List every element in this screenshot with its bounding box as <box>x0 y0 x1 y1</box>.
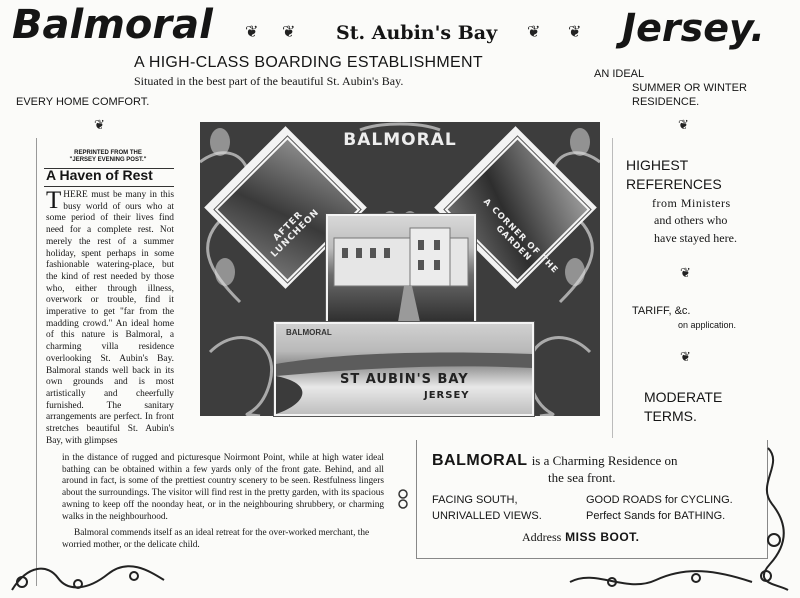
reprint-note <box>48 150 168 164</box>
fleuron-icon: ❦ <box>282 22 296 41</box>
tariff-sub: on application. <box>678 320 737 330</box>
tariff: TARIFF, &c. <box>632 305 691 317</box>
bay-sketch <box>276 324 532 414</box>
fleuron-icon: ❦ <box>94 118 105 133</box>
photo-caption-left: AFTER LUNCHEON <box>269 207 322 260</box>
rule <box>44 186 174 187</box>
masthead-location: St. Aubin's Bay <box>336 22 498 44</box>
fleuron-icon: ❦ <box>680 350 691 365</box>
bay-caption-sub: JERSEY <box>424 390 470 401</box>
reprint-line-1: REPRINTED FROM THE <box>74 150 142 156</box>
fleuron-icon: ❦ <box>678 118 689 133</box>
right-note-line2: SUMMER OR WINTER <box>632 82 747 94</box>
bay-corner-caption: BALMORAL <box>286 328 332 337</box>
fleuron-icon: ❦ <box>568 22 582 41</box>
footer-address <box>522 530 640 545</box>
address-label: Address <box>522 530 562 544</box>
scroll-ornament-bottom-right <box>566 566 756 596</box>
fleuron-icon: ❦ <box>527 22 541 41</box>
terms-line-2: TERMS. <box>644 408 697 424</box>
house-sketch <box>328 216 474 322</box>
left-note: EVERY HOME COMFORT. <box>16 96 150 108</box>
drop-cap: T <box>46 187 62 214</box>
footer-right-2: Perfect Sands for BATHING. <box>586 510 726 522</box>
footer-line-2: the sea front. <box>548 470 616 485</box>
fleuron-icon: ❦ <box>245 22 259 41</box>
photo-st-aubins-bay <box>274 322 534 416</box>
photo-caption-right: A CORNER OF THE GARDEN <box>481 196 561 276</box>
article-lead: HERE must be many in this busy world of ours who at some period of their lives find need for a complete rest. Not merely the rest of a summer holiday, spent perhaps in some fashionable watering-place, but the kind of rest needed by those who, either through illness, overwork or trouble, find it imperative to get "far from the madding crowd." An ideal home of this nature is Balmoral, a charming villa residence overlooking St. Aubin's Bay. Balmoral stands well back in its own grounds and is most artistically and cheerfully furnished. The sanitary arrangements are perfect. In front stretches beautiful St. Aubin's Bay, with glimpses <box>46 190 174 446</box>
article-continuation: in the distance of rugged and picturesque Noirmont Point, while at high water ideal bathing can be obtained within a few yards only of the front gate. Behind, and all around in fact, is some of the prettiest country scenery to be seen. Restfulness lingers about the surroundings. The visitor will find rest in the pretty garden, with its spacious awning to keep off the noonday heat, or in the neighbouring shrubbery, or charming walks in the neighbourhood. <box>62 453 384 522</box>
scroll-ornament-bottom-left <box>8 560 168 596</box>
fleuron-icon: ❦ <box>680 266 691 281</box>
bay-caption-main: ST AUBIN'S BAY <box>340 372 469 387</box>
footer-brand: BALMORAL <box>432 452 528 469</box>
masthead-name: Balmoral <box>12 2 213 48</box>
tagline-sub: Situated in the best part of the beautiful St. Aubin's Bay. <box>134 74 404 88</box>
article-body <box>46 187 174 447</box>
footer-left-2: UNRIVALLED VIEWS. <box>432 510 542 522</box>
references-title: HIGHEST <box>626 157 689 173</box>
article-closing: Balmoral commends itself as an ideal retreat for the over-worked merchant, the worried mother, or the delicate child. <box>62 528 370 550</box>
right-note-line1: AN IDEAL <box>594 68 645 80</box>
references-title-2: REFERENCES <box>626 176 722 192</box>
references-line-1: from Ministers <box>652 196 731 210</box>
right-note-line3: RESIDENCE. <box>632 96 700 108</box>
footer-left-1: FACING SOUTH, <box>432 494 518 506</box>
photo-house <box>326 214 476 324</box>
masthead-island: Jersey. <box>622 6 765 50</box>
tagline-main: A HIGH-CLASS BOARDING ESTABLISHMENT <box>134 54 483 71</box>
collage-banner: BALMORAL <box>343 130 457 150</box>
footer-right-1: GOOD ROADS for CYCLING. <box>586 494 733 506</box>
fleuron-ornament <box>392 486 414 512</box>
footer-line-1: is a Charming Residence on <box>531 453 678 468</box>
references-line-3: have stayed here. <box>654 231 737 245</box>
address-name: MISS BOOT. <box>565 530 640 544</box>
footer-headline <box>432 452 678 470</box>
terms-line-1: MODERATE <box>644 389 723 405</box>
reprint-line-2: "JERSEY EVENING POST." <box>69 157 147 163</box>
references-line-2: and others who <box>654 213 728 227</box>
article-title: A Haven of Rest <box>46 167 153 183</box>
